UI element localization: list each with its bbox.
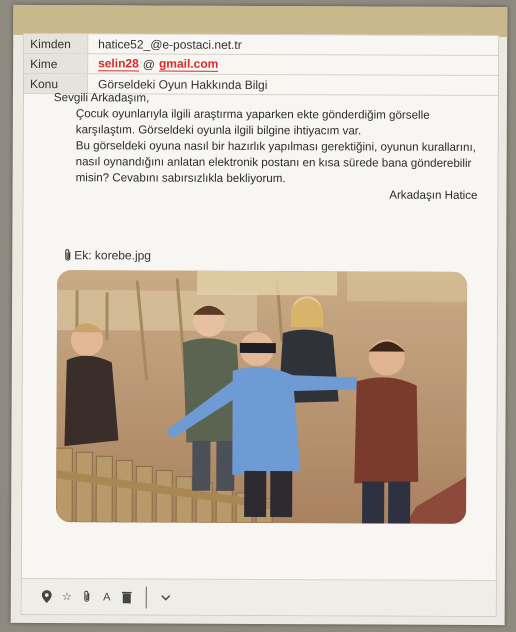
attached-photo bbox=[56, 270, 467, 524]
to-at: @ bbox=[142, 56, 156, 72]
star-icon[interactable]: ☆ bbox=[61, 591, 72, 604]
trash-icon[interactable] bbox=[120, 590, 134, 604]
from-field[interactable]: hatice52_@e-postaci.net.tr bbox=[98, 36, 242, 52]
signature: Arkadaşın Hatice bbox=[389, 188, 478, 202]
to-domain: gmail.com bbox=[158, 56, 219, 71]
attachment[interactable] bbox=[63, 248, 151, 262]
from-label: Kimden bbox=[24, 34, 88, 53]
toolbar-divider bbox=[146, 586, 147, 608]
greeting: Sevgili Arkadaşım, bbox=[53, 91, 150, 105]
subject-field[interactable]: Görseldeki Oyun Hakkında Bilgi bbox=[97, 76, 268, 92]
paragraph-2: Bu görseldeki oyuna nasıl bir hazırlık yapılması gerektiğini, oyunun kurallarını, nasıl oynandığını anlatan elektronik postanı en kısa sürede bana gönderebilir misin? Cevabını sabırsızlıkla bekliyorum. bbox=[75, 139, 476, 186]
location-icon[interactable] bbox=[40, 590, 54, 604]
from-row bbox=[24, 34, 498, 56]
attach-icon[interactable] bbox=[80, 590, 94, 604]
attachment-filename: Ek: korebe.jpg bbox=[74, 248, 152, 263]
compose-toolbar bbox=[22, 578, 496, 616]
to-label: Kime bbox=[24, 54, 88, 73]
to-field[interactable] bbox=[88, 56, 218, 72]
photo-image bbox=[56, 270, 467, 524]
to-row bbox=[24, 54, 498, 76]
paper-page bbox=[11, 5, 508, 625]
paperclip-icon bbox=[63, 248, 72, 262]
paragraph-1: Çocuk oyunlarıyla ilgili araştırma yaparken ekte gönderdiğim görselle karşılaştım. Görseldeki oyunla ilgili bilgine ihtiyacım var. bbox=[75, 107, 430, 138]
font-icon[interactable]: A bbox=[103, 590, 111, 603]
to-user: selin28 bbox=[98, 56, 139, 71]
email-compose-window bbox=[21, 33, 500, 617]
subject-label: Konu bbox=[24, 74, 88, 93]
message-body[interactable] bbox=[53, 90, 483, 204]
chevron-down-icon[interactable] bbox=[159, 590, 173, 604]
